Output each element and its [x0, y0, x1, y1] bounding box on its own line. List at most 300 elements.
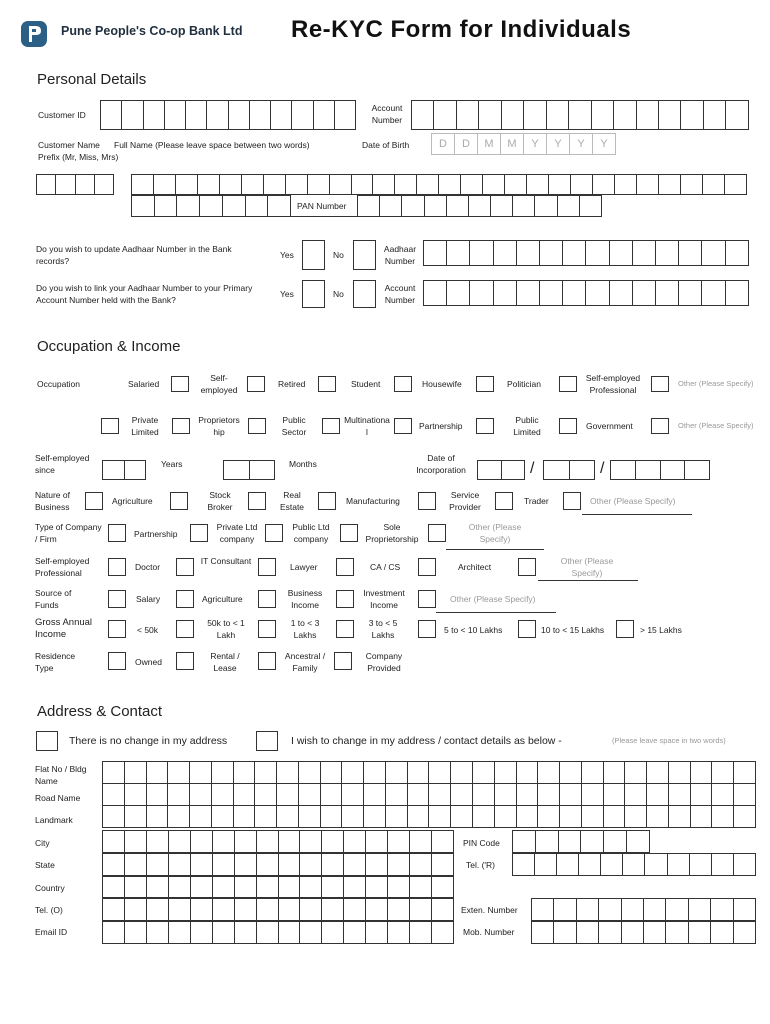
full-name-row-2-cell[interactable]	[199, 195, 223, 217]
email-field-cell[interactable]	[102, 921, 125, 944]
city-field-cell[interactable]	[278, 830, 301, 853]
dob-cell[interactable]: Y	[569, 133, 593, 155]
nob-service-checkbox[interactable]	[495, 492, 513, 510]
months-field-cell[interactable]	[223, 460, 250, 480]
address-cell[interactable]	[211, 805, 234, 828]
tel-o-field[interactable]	[102, 898, 454, 921]
aadhaar-link-no-checkbox[interactable]	[353, 280, 376, 308]
nob-realestate-checkbox[interactable]	[318, 492, 336, 510]
incorporation-year-field-cell[interactable]	[610, 460, 636, 480]
account-number-field-cell[interactable]	[478, 100, 501, 130]
full-name-row-1-cell[interactable]	[460, 174, 483, 195]
address-cell[interactable]	[494, 761, 517, 784]
address-cell[interactable]	[516, 783, 539, 806]
incorporation-year-field-cell[interactable]	[635, 460, 661, 480]
prefix-field-cell[interactable]	[36, 174, 56, 195]
change-checkbox[interactable]	[256, 731, 278, 751]
address-cell[interactable]	[646, 783, 669, 806]
tel-r-field-cell[interactable]	[667, 853, 690, 876]
full-name-row-2-cell[interactable]	[267, 195, 291, 217]
address-cell[interactable]	[603, 805, 626, 828]
sep-lawyer-checkbox[interactable]	[336, 558, 354, 576]
customer-id-field-cell[interactable]	[249, 100, 271, 130]
aadhaar-number-field-cell[interactable]	[469, 240, 493, 266]
mob-field-cell[interactable]	[643, 921, 666, 944]
address-cell[interactable]	[603, 783, 626, 806]
address-cell[interactable]	[189, 805, 212, 828]
extn-field[interactable]	[531, 898, 756, 921]
address-cell[interactable]	[211, 783, 234, 806]
tel-r-field-cell[interactable]	[622, 853, 645, 876]
address-cell[interactable]	[428, 805, 451, 828]
pan-field-cell[interactable]	[401, 195, 424, 217]
city-field-cell[interactable]	[387, 830, 410, 853]
full-name-row-1-cell[interactable]	[241, 174, 264, 195]
toc-public-checkbox[interactable]	[340, 524, 358, 542]
mob-field-cell[interactable]	[531, 921, 554, 944]
tel-o-field-cell[interactable]	[321, 898, 344, 921]
incorporation-day-field-cell[interactable]	[501, 460, 526, 480]
address-cell[interactable]	[711, 761, 734, 784]
address-cell[interactable]	[537, 783, 560, 806]
full-name-row-2-cell[interactable]	[245, 195, 269, 217]
address-cell[interactable]	[276, 805, 299, 828]
tel-r-field-cell[interactable]	[711, 853, 734, 876]
address-cell[interactable]	[298, 761, 321, 784]
link-account-number-field-cell[interactable]	[725, 280, 749, 306]
extn-field-cell[interactable]	[621, 898, 644, 921]
rt-first-checkbox[interactable]	[108, 652, 126, 670]
full-name-row-1-cell[interactable]	[394, 174, 417, 195]
pan-field-cell[interactable]	[424, 195, 447, 217]
gai-3lakh-checkbox[interactable]	[336, 620, 354, 638]
full-name-row-1-cell[interactable]	[263, 174, 286, 195]
customer-id-field-cell[interactable]	[206, 100, 228, 130]
city-field-cell[interactable]	[299, 830, 322, 853]
address-cell[interactable]	[385, 761, 408, 784]
address-line-3[interactable]	[102, 805, 756, 828]
aadhaar-number-field-cell[interactable]	[609, 240, 633, 266]
full-name-row-1-cell[interactable]	[372, 174, 395, 195]
state-field-cell[interactable]	[146, 853, 169, 876]
tel-o-field-cell[interactable]	[278, 898, 301, 921]
sep-it-checkbox[interactable]	[258, 558, 276, 576]
tel-r-field-cell[interactable]	[534, 853, 557, 876]
full-name-row-1-cell[interactable]	[702, 174, 725, 195]
full-name-row-1-cell[interactable]	[175, 174, 198, 195]
address-cell[interactable]	[559, 805, 582, 828]
pin-field-cell[interactable]	[603, 830, 627, 853]
tel-r-field-cell[interactable]	[578, 853, 601, 876]
city-field-cell[interactable]	[124, 830, 147, 853]
pin-field-cell[interactable]	[512, 830, 536, 853]
dob-cell[interactable]: Y	[592, 133, 616, 155]
customer-id-field-cell[interactable]	[313, 100, 335, 130]
pan-field-cell[interactable]	[468, 195, 491, 217]
address-line-1[interactable]	[102, 761, 756, 784]
address-cell[interactable]	[428, 783, 451, 806]
address-cell[interactable]	[146, 805, 169, 828]
link-account-number-field-cell[interactable]	[678, 280, 702, 306]
mob-field-cell[interactable]	[576, 921, 599, 944]
account-number-field-cell[interactable]	[680, 100, 703, 130]
state-field-cell[interactable]	[168, 853, 191, 876]
link-account-number-field-cell[interactable]	[516, 280, 540, 306]
rt-rental-checkbox[interactable]	[258, 652, 276, 670]
customer-id-field-cell[interactable]	[334, 100, 356, 130]
account-number-field-cell[interactable]	[591, 100, 614, 130]
extn-field-cell[interactable]	[531, 898, 554, 921]
occ2-proprietorship-checkbox[interactable]	[172, 418, 190, 434]
full-name-row-1-cell[interactable]	[329, 174, 352, 195]
state-field-cell[interactable]	[256, 853, 279, 876]
tel-r-field-cell[interactable]	[556, 853, 579, 876]
pan-field-cell[interactable]	[379, 195, 402, 217]
extn-field-cell[interactable]	[710, 898, 733, 921]
link-account-number-field-cell[interactable]	[585, 280, 609, 306]
address-cell[interactable]	[581, 761, 604, 784]
pan-field-cell[interactable]	[557, 195, 580, 217]
address-cell[interactable]	[146, 783, 169, 806]
tel-r-field-cell[interactable]	[644, 853, 667, 876]
state-field-cell[interactable]	[431, 853, 454, 876]
tel-o-field-cell[interactable]	[124, 898, 147, 921]
address-grid[interactable]	[102, 761, 756, 829]
aadhaar-number-field-cell[interactable]	[632, 240, 656, 266]
tel-o-field-cell[interactable]	[299, 898, 322, 921]
aadhaar-number-field-cell[interactable]	[701, 240, 725, 266]
email-field-cell[interactable]	[146, 921, 169, 944]
full-name-row-2-cell[interactable]	[222, 195, 246, 217]
pin-field-cell[interactable]	[535, 830, 559, 853]
nob-manufacturing-checkbox[interactable]	[418, 492, 436, 510]
sep-first-checkbox[interactable]	[108, 558, 126, 576]
address-cell[interactable]	[233, 761, 256, 784]
country-field-cell[interactable]	[321, 876, 344, 898]
occ2-public-sector-checkbox[interactable]	[248, 418, 266, 434]
rt-ancestral-checkbox[interactable]	[334, 652, 352, 670]
address-cell[interactable]	[581, 783, 604, 806]
customer-id-field-cell[interactable]	[291, 100, 313, 130]
incorporation-day-field-cell[interactable]	[477, 460, 502, 480]
dob-cell[interactable]: Y	[523, 133, 547, 155]
gai-15lakh-checkbox[interactable]	[616, 620, 634, 638]
address-cell[interactable]	[341, 783, 364, 806]
country-field-cell[interactable]	[212, 876, 235, 898]
account-number-field-cell[interactable]	[613, 100, 636, 130]
aadhaar-number-field-cell[interactable]	[539, 240, 563, 266]
state-field-cell[interactable]	[234, 853, 257, 876]
occ-salaried-checkbox[interactable]	[171, 376, 189, 392]
gai-5lakh-checkbox[interactable]	[418, 620, 436, 638]
gai-50k-checkbox[interactable]	[176, 620, 194, 638]
full-name-row-1-cell[interactable]	[680, 174, 703, 195]
address-cell[interactable]	[690, 761, 713, 784]
link-account-number-field[interactable]	[423, 280, 749, 306]
address-cell[interactable]	[254, 805, 277, 828]
address-cell[interactable]	[559, 761, 582, 784]
no-change-checkbox[interactable]	[36, 731, 58, 751]
aadhaar-number-field-cell[interactable]	[493, 240, 517, 266]
incorporation-month-field[interactable]	[543, 460, 595, 480]
country-field-cell[interactable]	[387, 876, 410, 898]
customer-id-field-cell[interactable]	[270, 100, 292, 130]
customer-id-field-cell[interactable]	[185, 100, 207, 130]
address-cell[interactable]	[733, 761, 756, 784]
months-field[interactable]	[223, 460, 275, 480]
full-name-row-1-cell[interactable]	[658, 174, 681, 195]
occ-housewife-checkbox[interactable]	[476, 376, 494, 392]
address-cell[interactable]	[363, 805, 386, 828]
address-cell[interactable]	[276, 761, 299, 784]
full-name-row-1-cell[interactable]	[153, 174, 176, 195]
account-number-field[interactable]	[411, 100, 749, 130]
tel-o-field-cell[interactable]	[343, 898, 366, 921]
address-cell[interactable]	[320, 761, 343, 784]
tel-o-field-cell[interactable]	[387, 898, 410, 921]
link-account-number-field-cell[interactable]	[562, 280, 586, 306]
address-cell[interactable]	[407, 783, 430, 806]
link-account-number-field-cell[interactable]	[655, 280, 679, 306]
months-field-cell[interactable]	[249, 460, 276, 480]
aadhaar-update-no-checkbox[interactable]	[353, 240, 376, 270]
link-account-number-field-cell[interactable]	[609, 280, 633, 306]
full-name-row-1-cell[interactable]	[614, 174, 637, 195]
address-cell[interactable]	[189, 783, 212, 806]
address-cell[interactable]	[624, 761, 647, 784]
address-cell[interactable]	[668, 783, 691, 806]
incorporation-month-field-cell[interactable]	[543, 460, 570, 480]
occ-politician-checkbox[interactable]	[559, 376, 577, 392]
address-cell[interactable]	[450, 761, 473, 784]
toc-partnership-checkbox[interactable]	[190, 524, 208, 542]
occ2-partnership-checkbox[interactable]	[394, 418, 412, 434]
tel-o-field-cell[interactable]	[234, 898, 257, 921]
incorporation-year-field[interactable]	[610, 460, 710, 480]
link-account-number-field-cell[interactable]	[469, 280, 493, 306]
country-field-cell[interactable]	[124, 876, 147, 898]
pan-field-cell[interactable]	[446, 195, 469, 217]
full-name-row-2[interactable]	[131, 195, 291, 217]
toc-sole-checkbox[interactable]	[428, 524, 446, 542]
mob-field-cell[interactable]	[665, 921, 688, 944]
address-cell[interactable]	[472, 805, 495, 828]
address-cell[interactable]	[450, 783, 473, 806]
mob-field-cell[interactable]	[621, 921, 644, 944]
dob-field[interactable]	[431, 133, 615, 155]
address-cell[interactable]	[341, 805, 364, 828]
address-cell[interactable]	[298, 783, 321, 806]
occ-selfemployed-checkbox[interactable]	[247, 376, 265, 392]
tel-r-field[interactable]	[512, 853, 756, 876]
address-cell[interactable]	[124, 805, 147, 828]
sep-ca-checkbox[interactable]	[418, 558, 436, 576]
incorporation-month-field-cell[interactable]	[569, 460, 596, 480]
mob-field[interactable]	[531, 921, 756, 944]
city-field-cell[interactable]	[409, 830, 432, 853]
city-field-cell[interactable]	[431, 830, 454, 853]
aadhaar-update-yes-checkbox[interactable]	[302, 240, 325, 270]
link-account-number-field-cell[interactable]	[423, 280, 447, 306]
rt-owned-checkbox[interactable]	[176, 652, 194, 670]
full-name-row-1[interactable]	[131, 174, 747, 195]
gai-first-checkbox[interactable]	[108, 620, 126, 638]
full-name-row-1-cell[interactable]	[351, 174, 374, 195]
prefix-field-cell[interactable]	[55, 174, 75, 195]
full-name-row-1-cell[interactable]	[592, 174, 615, 195]
gai-1lakh-checkbox[interactable]	[258, 620, 276, 638]
tel-o-field-cell[interactable]	[102, 898, 125, 921]
link-account-number-field-cell[interactable]	[632, 280, 656, 306]
address-cell[interactable]	[494, 783, 517, 806]
pan-field-cell[interactable]	[512, 195, 535, 217]
state-field-cell[interactable]	[409, 853, 432, 876]
country-field[interactable]	[102, 876, 454, 898]
address-cell[interactable]	[385, 783, 408, 806]
country-field-cell[interactable]	[234, 876, 257, 898]
address-cell[interactable]	[581, 805, 604, 828]
link-account-number-field-cell[interactable]	[493, 280, 517, 306]
address-cell[interactable]	[407, 761, 430, 784]
customer-id-field[interactable]	[100, 100, 356, 130]
customer-id-field-cell[interactable]	[100, 100, 122, 130]
address-cell[interactable]	[711, 783, 734, 806]
address-cell[interactable]	[385, 805, 408, 828]
extn-field-cell[interactable]	[665, 898, 688, 921]
aadhaar-number-field-cell[interactable]	[585, 240, 609, 266]
prefix-field-cell[interactable]	[94, 174, 114, 195]
mob-field-cell[interactable]	[733, 921, 756, 944]
city-field-cell[interactable]	[365, 830, 388, 853]
dob-cell[interactable]: M	[500, 133, 524, 155]
years-field[interactable]	[102, 460, 146, 480]
years-field-cell[interactable]	[124, 460, 147, 480]
incorporation-year-field-cell[interactable]	[660, 460, 686, 480]
years-field-cell[interactable]	[102, 460, 125, 480]
address-cell[interactable]	[124, 761, 147, 784]
account-number-field-cell[interactable]	[456, 100, 479, 130]
full-name-row-1-cell[interactable]	[504, 174, 527, 195]
full-name-row-1-cell[interactable]	[197, 174, 220, 195]
extn-field-cell[interactable]	[688, 898, 711, 921]
country-field-cell[interactable]	[102, 876, 125, 898]
email-field[interactable]	[102, 921, 454, 944]
prefix-field[interactable]	[36, 174, 114, 195]
address-cell[interactable]	[363, 783, 386, 806]
gai-10lakh-checkbox[interactable]	[518, 620, 536, 638]
aadhaar-link-yes-checkbox[interactable]	[302, 280, 325, 308]
pin-field-cell[interactable]	[558, 830, 582, 853]
extn-field-cell[interactable]	[598, 898, 621, 921]
link-account-number-field-cell[interactable]	[701, 280, 725, 306]
extn-field-cell[interactable]	[553, 898, 576, 921]
email-field-cell[interactable]	[387, 921, 410, 944]
pin-field[interactable]	[512, 830, 650, 853]
city-field-cell[interactable]	[102, 830, 125, 853]
city-field-cell[interactable]	[212, 830, 235, 853]
address-cell[interactable]	[233, 805, 256, 828]
country-field-cell[interactable]	[190, 876, 213, 898]
customer-id-field-cell[interactable]	[121, 100, 143, 130]
state-field-cell[interactable]	[124, 853, 147, 876]
city-field-cell[interactable]	[190, 830, 213, 853]
address-cell[interactable]	[189, 761, 212, 784]
address-cell[interactable]	[124, 783, 147, 806]
country-field-cell[interactable]	[299, 876, 322, 898]
address-cell[interactable]	[494, 805, 517, 828]
email-field-cell[interactable]	[321, 921, 344, 944]
nob-trader-checkbox[interactable]	[563, 492, 581, 510]
pan-field-cell[interactable]	[490, 195, 513, 217]
customer-id-field-cell[interactable]	[143, 100, 165, 130]
address-cell[interactable]	[537, 761, 560, 784]
link-account-number-field-cell[interactable]	[446, 280, 470, 306]
address-cell[interactable]	[167, 761, 190, 784]
address-cell[interactable]	[733, 783, 756, 806]
full-name-row-1-cell[interactable]	[285, 174, 308, 195]
address-cell[interactable]	[516, 805, 539, 828]
state-field-cell[interactable]	[212, 853, 235, 876]
occ2-public-limited-checkbox[interactable]	[476, 418, 494, 434]
state-field-cell[interactable]	[190, 853, 213, 876]
mob-field-cell[interactable]	[553, 921, 576, 944]
pan-field-cell[interactable]	[579, 195, 602, 217]
full-name-row-1-cell[interactable]	[307, 174, 330, 195]
address-cell[interactable]	[276, 783, 299, 806]
email-field-cell[interactable]	[278, 921, 301, 944]
tel-o-field-cell[interactable]	[431, 898, 454, 921]
occ-student-checkbox[interactable]	[394, 376, 412, 392]
address-cell[interactable]	[102, 783, 125, 806]
dob-cell[interactable]: M	[477, 133, 501, 155]
pin-field-cell[interactable]	[626, 830, 650, 853]
address-cell[interactable]	[167, 805, 190, 828]
tel-r-field-cell[interactable]	[689, 853, 712, 876]
sof-first-checkbox[interactable]	[108, 590, 126, 608]
email-field-cell[interactable]	[168, 921, 191, 944]
occ-retired-checkbox[interactable]	[318, 376, 336, 392]
address-cell[interactable]	[733, 805, 756, 828]
address-cell[interactable]	[102, 761, 125, 784]
full-name-row-1-cell[interactable]	[526, 174, 549, 195]
address-cell[interactable]	[407, 805, 430, 828]
aadhaar-number-field-cell[interactable]	[446, 240, 470, 266]
email-field-cell[interactable]	[234, 921, 257, 944]
aadhaar-number-field-cell[interactable]	[423, 240, 447, 266]
account-number-field-cell[interactable]	[501, 100, 524, 130]
mob-field-cell[interactable]	[598, 921, 621, 944]
state-field-cell[interactable]	[387, 853, 410, 876]
country-field-cell[interactable]	[431, 876, 454, 898]
aadhaar-number-field-cell[interactable]	[678, 240, 702, 266]
account-number-field-cell[interactable]	[546, 100, 569, 130]
city-field-cell[interactable]	[146, 830, 169, 853]
address-cell[interactable]	[668, 805, 691, 828]
full-name-row-2-cell[interactable]	[154, 195, 178, 217]
toc-private-checkbox[interactable]	[265, 524, 283, 542]
account-number-field-cell[interactable]	[411, 100, 434, 130]
address-cell[interactable]	[450, 805, 473, 828]
account-number-field-cell[interactable]	[433, 100, 456, 130]
address-cell[interactable]	[624, 805, 647, 828]
tel-o-field-cell[interactable]	[409, 898, 432, 921]
occ-professional-checkbox[interactable]	[651, 376, 669, 392]
pin-field-cell[interactable]	[580, 830, 604, 853]
occ2-private-checkbox[interactable]	[101, 418, 119, 434]
aadhaar-number-field-cell[interactable]	[655, 240, 679, 266]
dob-cell[interactable]: D	[431, 133, 455, 155]
aadhaar-number-field-cell[interactable]	[725, 240, 749, 266]
